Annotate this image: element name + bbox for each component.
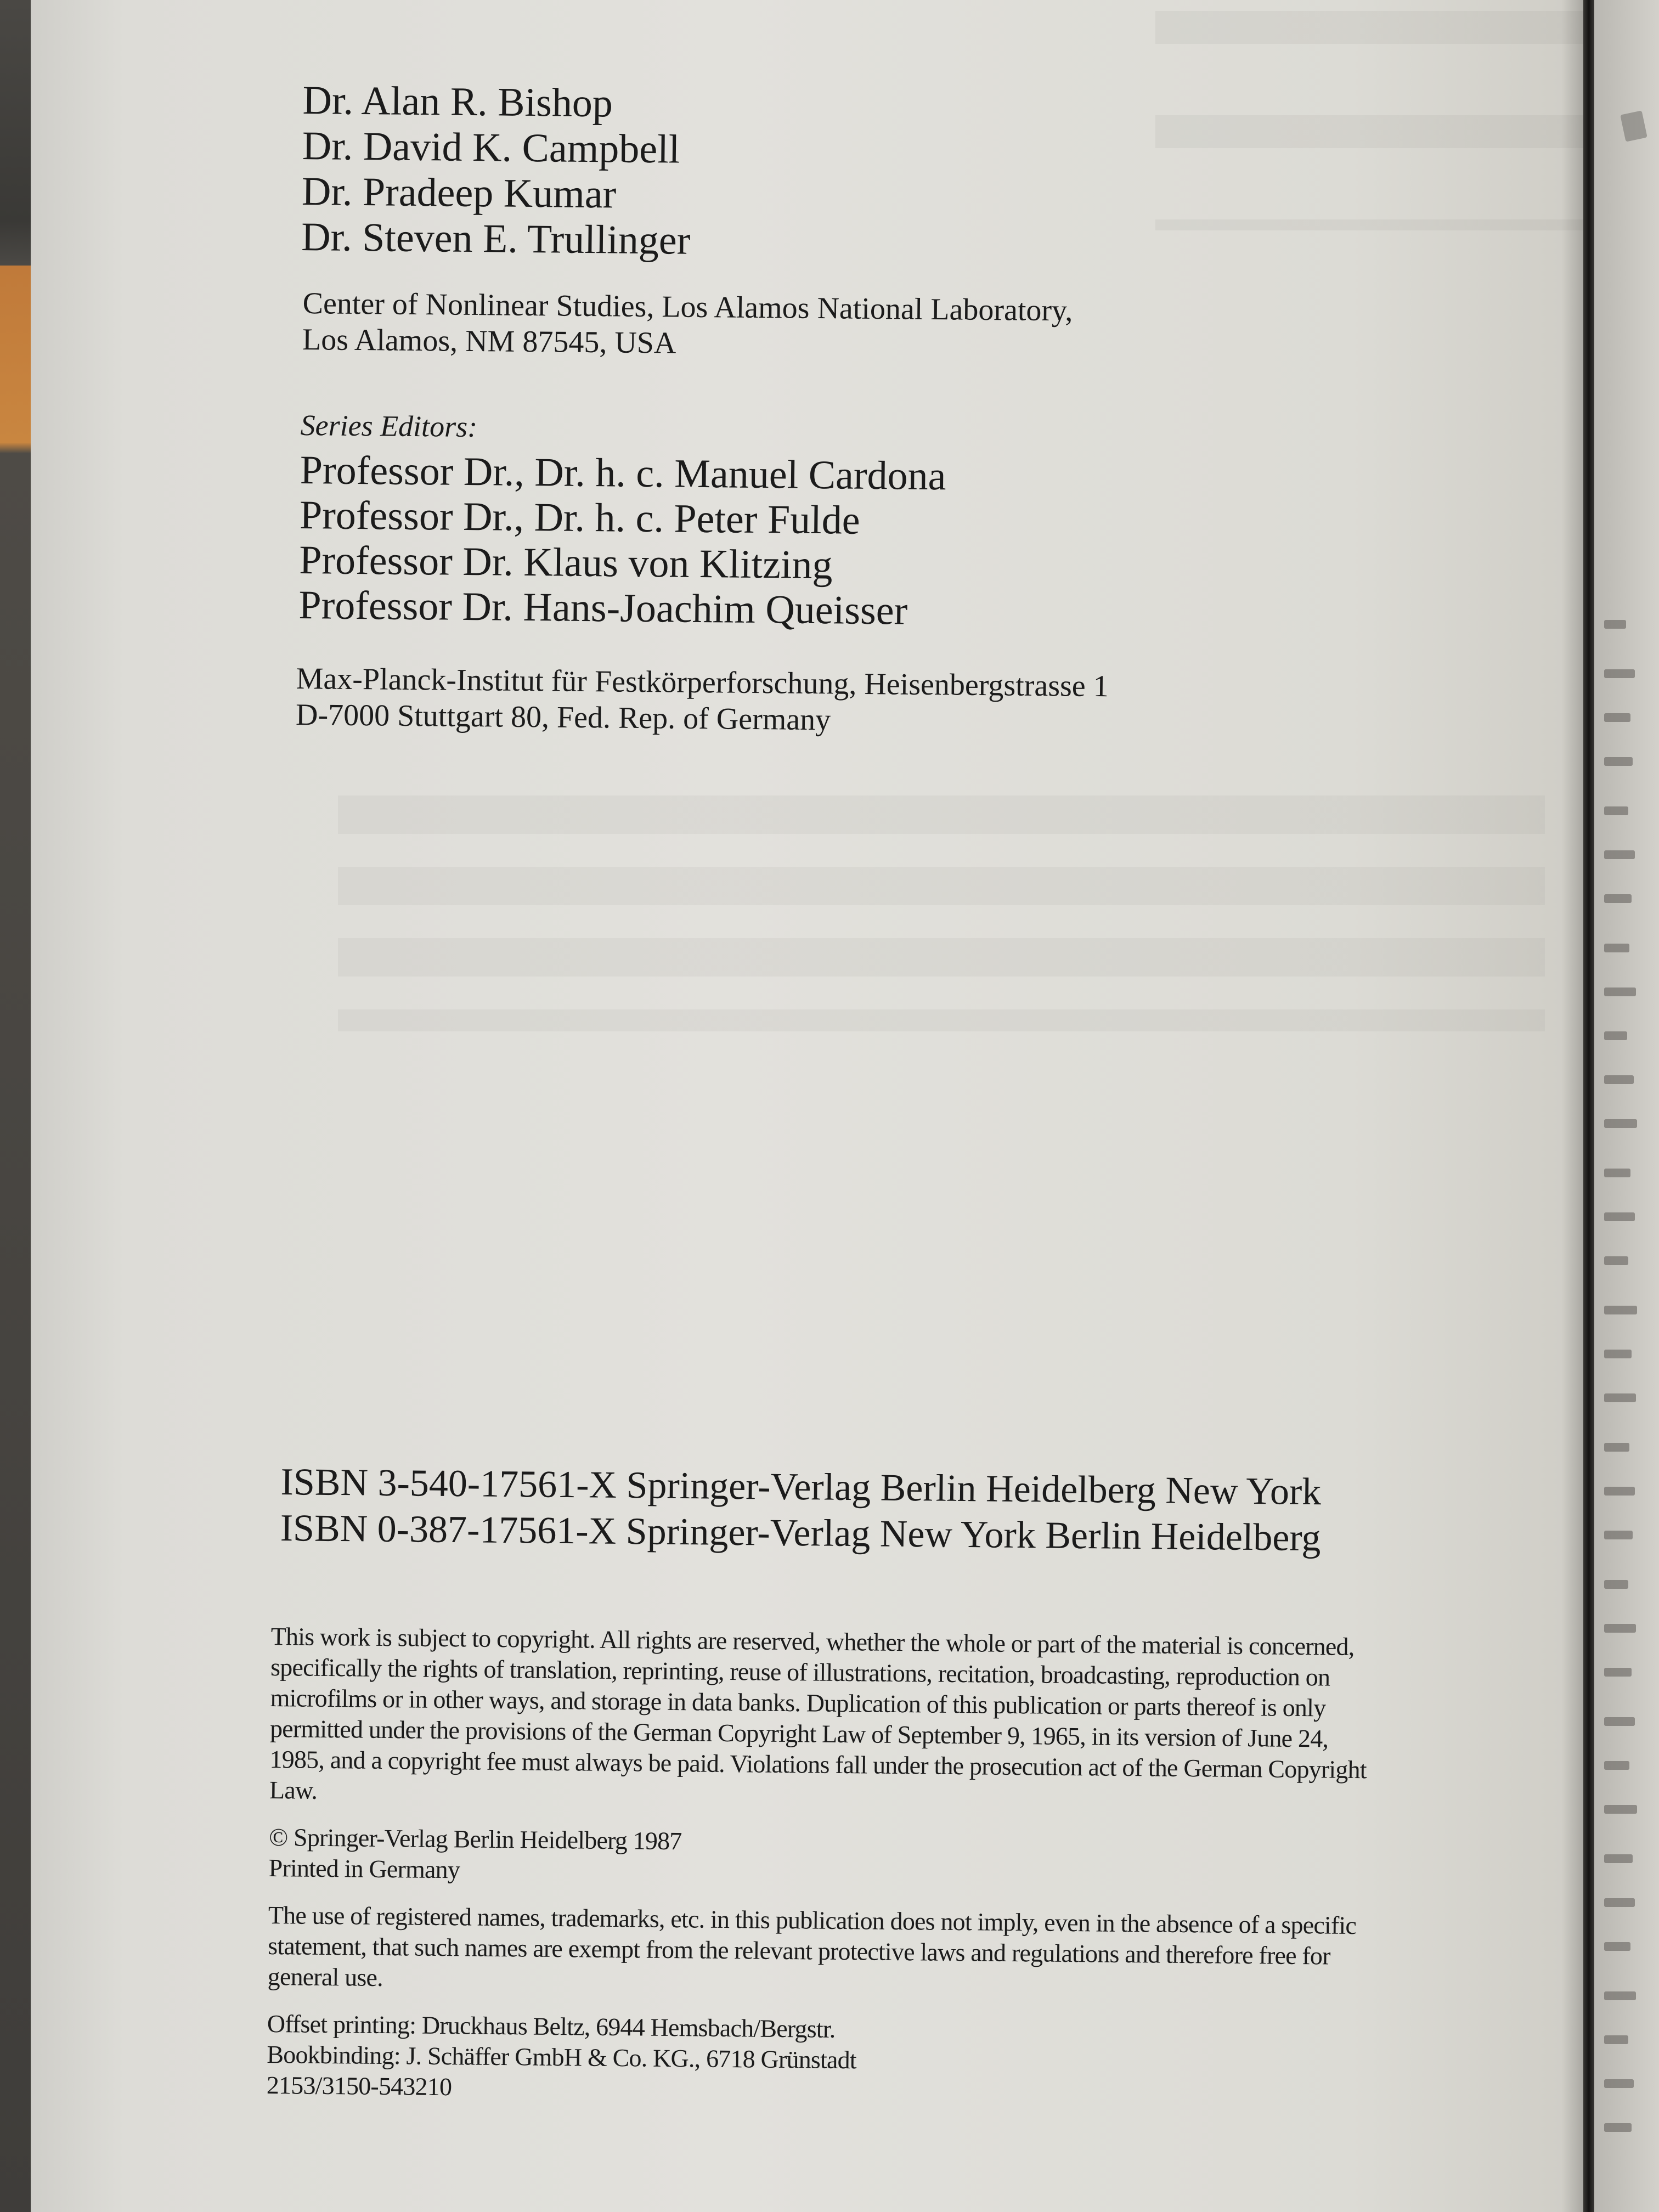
institute-line: Max-Planck-Institut für Festkörperforschung, Heisenbergstrasse 1 xyxy=(296,661,1109,704)
author-list xyxy=(301,78,692,264)
author-name: Dr. Alan R. Bishop xyxy=(302,78,613,126)
series-editors-heading: Series Editors: xyxy=(300,408,478,444)
facing-page-text-fragment xyxy=(1604,2079,1634,2088)
page-shadow xyxy=(1561,0,1583,2212)
facing-page-text-fragment xyxy=(1604,1942,1630,1951)
copyright-notice xyxy=(269,1621,1533,1818)
author-affiliation xyxy=(302,285,1073,365)
facing-page-text-fragment xyxy=(1604,944,1629,952)
book-gutter xyxy=(1583,0,1594,2212)
facing-page-text-fragment xyxy=(1604,1256,1628,1265)
facing-page-heading-fragment xyxy=(1620,110,1647,142)
copyright-line: 1985, and a copyright fee must always be paid. Violations fall under the prosecution act of the German Copyright xyxy=(269,1745,1367,1784)
facing-page-text-fragment xyxy=(1604,1212,1635,1221)
institute-line: D-7000 Stuttgart 80, Fed. Rep. of Germany xyxy=(295,697,831,737)
facing-page-text-fragment xyxy=(1604,806,1628,815)
facing-page-text-fragment xyxy=(1604,1487,1635,1496)
facing-page-text-fragment xyxy=(1604,1717,1635,1726)
show-through-text xyxy=(338,795,1545,1031)
author-name: Dr. Steven E. Trullinger xyxy=(301,214,691,263)
facing-page-text-fragment xyxy=(1604,757,1633,766)
facing-page-text-fragment xyxy=(1604,2123,1632,2132)
trademark-line: statement, that such names are exempt from the relevant protective laws and regulations and therefore free for xyxy=(268,1931,1330,1970)
affiliation-line: Los Alamos, NM 87545, USA xyxy=(302,322,676,360)
facing-page-text-fragment xyxy=(1604,1169,1630,1177)
isbn-line: ISBN 0-387-17561-X Springer-Verlag New York Berlin Heidelberg xyxy=(280,1506,1321,1560)
facing-page-text-fragment xyxy=(1604,669,1635,678)
facing-page-text-fragment xyxy=(1604,1119,1637,1128)
facing-page-text-fragment xyxy=(1604,1306,1637,1314)
copyright-line: This work is subject to copyright. All rights are reserved, whether the whole or part of the material is concerned, xyxy=(270,1622,1355,1661)
isbn-block xyxy=(280,1459,1321,1561)
facing-page-text-fragment xyxy=(1604,1393,1636,1402)
isbn-line: ISBN 3-540-17561-X Springer-Verlag Berlin Heidelberg New York xyxy=(280,1460,1322,1514)
facing-page-text-fragment xyxy=(1604,1350,1632,1358)
facing-page-text-fragment xyxy=(1604,1580,1628,1589)
facing-page-text-fragment xyxy=(1604,1624,1636,1633)
legal-notices xyxy=(267,1621,1533,2113)
facing-page-edge xyxy=(1594,0,1659,2212)
facing-page-text-fragment xyxy=(1604,1031,1627,1040)
author-name: Dr. David K. Campbell xyxy=(302,123,680,172)
facing-page-text-fragment xyxy=(1604,1443,1629,1452)
show-through-title xyxy=(1155,11,1583,230)
facing-page-text-fragment xyxy=(1604,1531,1633,1539)
copyright-line: permitted under the provisions of the German Copyright Law of September 9, 1965, in its version of June 24, xyxy=(269,1714,1329,1753)
trademark-line: general use. xyxy=(267,1962,383,1991)
publisher-copyright-line: Printed in Germany xyxy=(268,1853,460,1884)
facing-page-text-fragment xyxy=(1604,1668,1632,1677)
editor-name: Professor Dr., Dr. h. c. Peter Fulde xyxy=(299,492,860,543)
copyright-line: microfilms or in other ways, and storage in data banks. Duplication of this publication or parts thereof is only xyxy=(270,1683,1326,1722)
facing-page-text-fragment xyxy=(1604,894,1632,903)
editor-name: Professor Dr. Hans-Joachim Queisser xyxy=(298,582,908,634)
editors-institute xyxy=(296,661,1109,741)
facing-page-text-fragment xyxy=(1604,850,1635,859)
facing-page-text-fragment xyxy=(1604,713,1630,722)
series-editors xyxy=(298,406,946,634)
printing-info xyxy=(267,2008,1530,2113)
facing-page-text-fragment xyxy=(1604,620,1626,629)
affiliation-line: Center of Nonlinear Studies, Los Alamos National Laboratory, xyxy=(302,286,1073,328)
book-cover-edge xyxy=(0,0,31,2212)
author-name: Dr. Pradeep Kumar xyxy=(301,168,617,217)
publisher-copyright xyxy=(268,1822,1531,1895)
copyright-page xyxy=(31,0,1583,2212)
facing-page-text-fragment xyxy=(1604,2035,1628,2044)
facing-page-text-fragment xyxy=(1604,1854,1633,1863)
trademark-line: The use of registered names, trademarks, etc. in this publication does not imply, even in the absence of a specific xyxy=(268,1900,1357,1940)
facing-page-text-fragment xyxy=(1604,1805,1637,1814)
copyright-line: specifically the rights of translation, reprinting, reuse of illustrations, recitation, broadcasting, reproduction on xyxy=(270,1652,1330,1691)
facing-page-text-fragment xyxy=(1604,1075,1634,1084)
editor-name: Professor Dr. Klaus von Klitzing xyxy=(298,537,833,588)
printing-line: 2153/3150-543210 xyxy=(266,2070,452,2101)
copyright-line: Law. xyxy=(269,1775,318,1804)
facing-page-text-fragment xyxy=(1604,1898,1635,1907)
facing-page-text-fragment xyxy=(1604,988,1636,996)
printing-line: Offset printing: Druckhaus Beltz, 6944 Hemsbach/Bergstr. xyxy=(267,2009,836,2043)
editor-name: Professor Dr., Dr. h. c. Manuel Cardona xyxy=(300,447,946,499)
facing-page-text-fragment xyxy=(1604,1761,1629,1770)
publisher-copyright-line: © Springer-Verlag Berlin Heidelberg 1987 xyxy=(268,1822,682,1855)
printing-line: Bookbinding: J. Schäffer GmbH & Co. KG., 6718 Grünstadt xyxy=(267,2040,857,2074)
trademark-notice xyxy=(268,1900,1531,2004)
facing-page-text-fragment xyxy=(1604,1991,1636,2000)
